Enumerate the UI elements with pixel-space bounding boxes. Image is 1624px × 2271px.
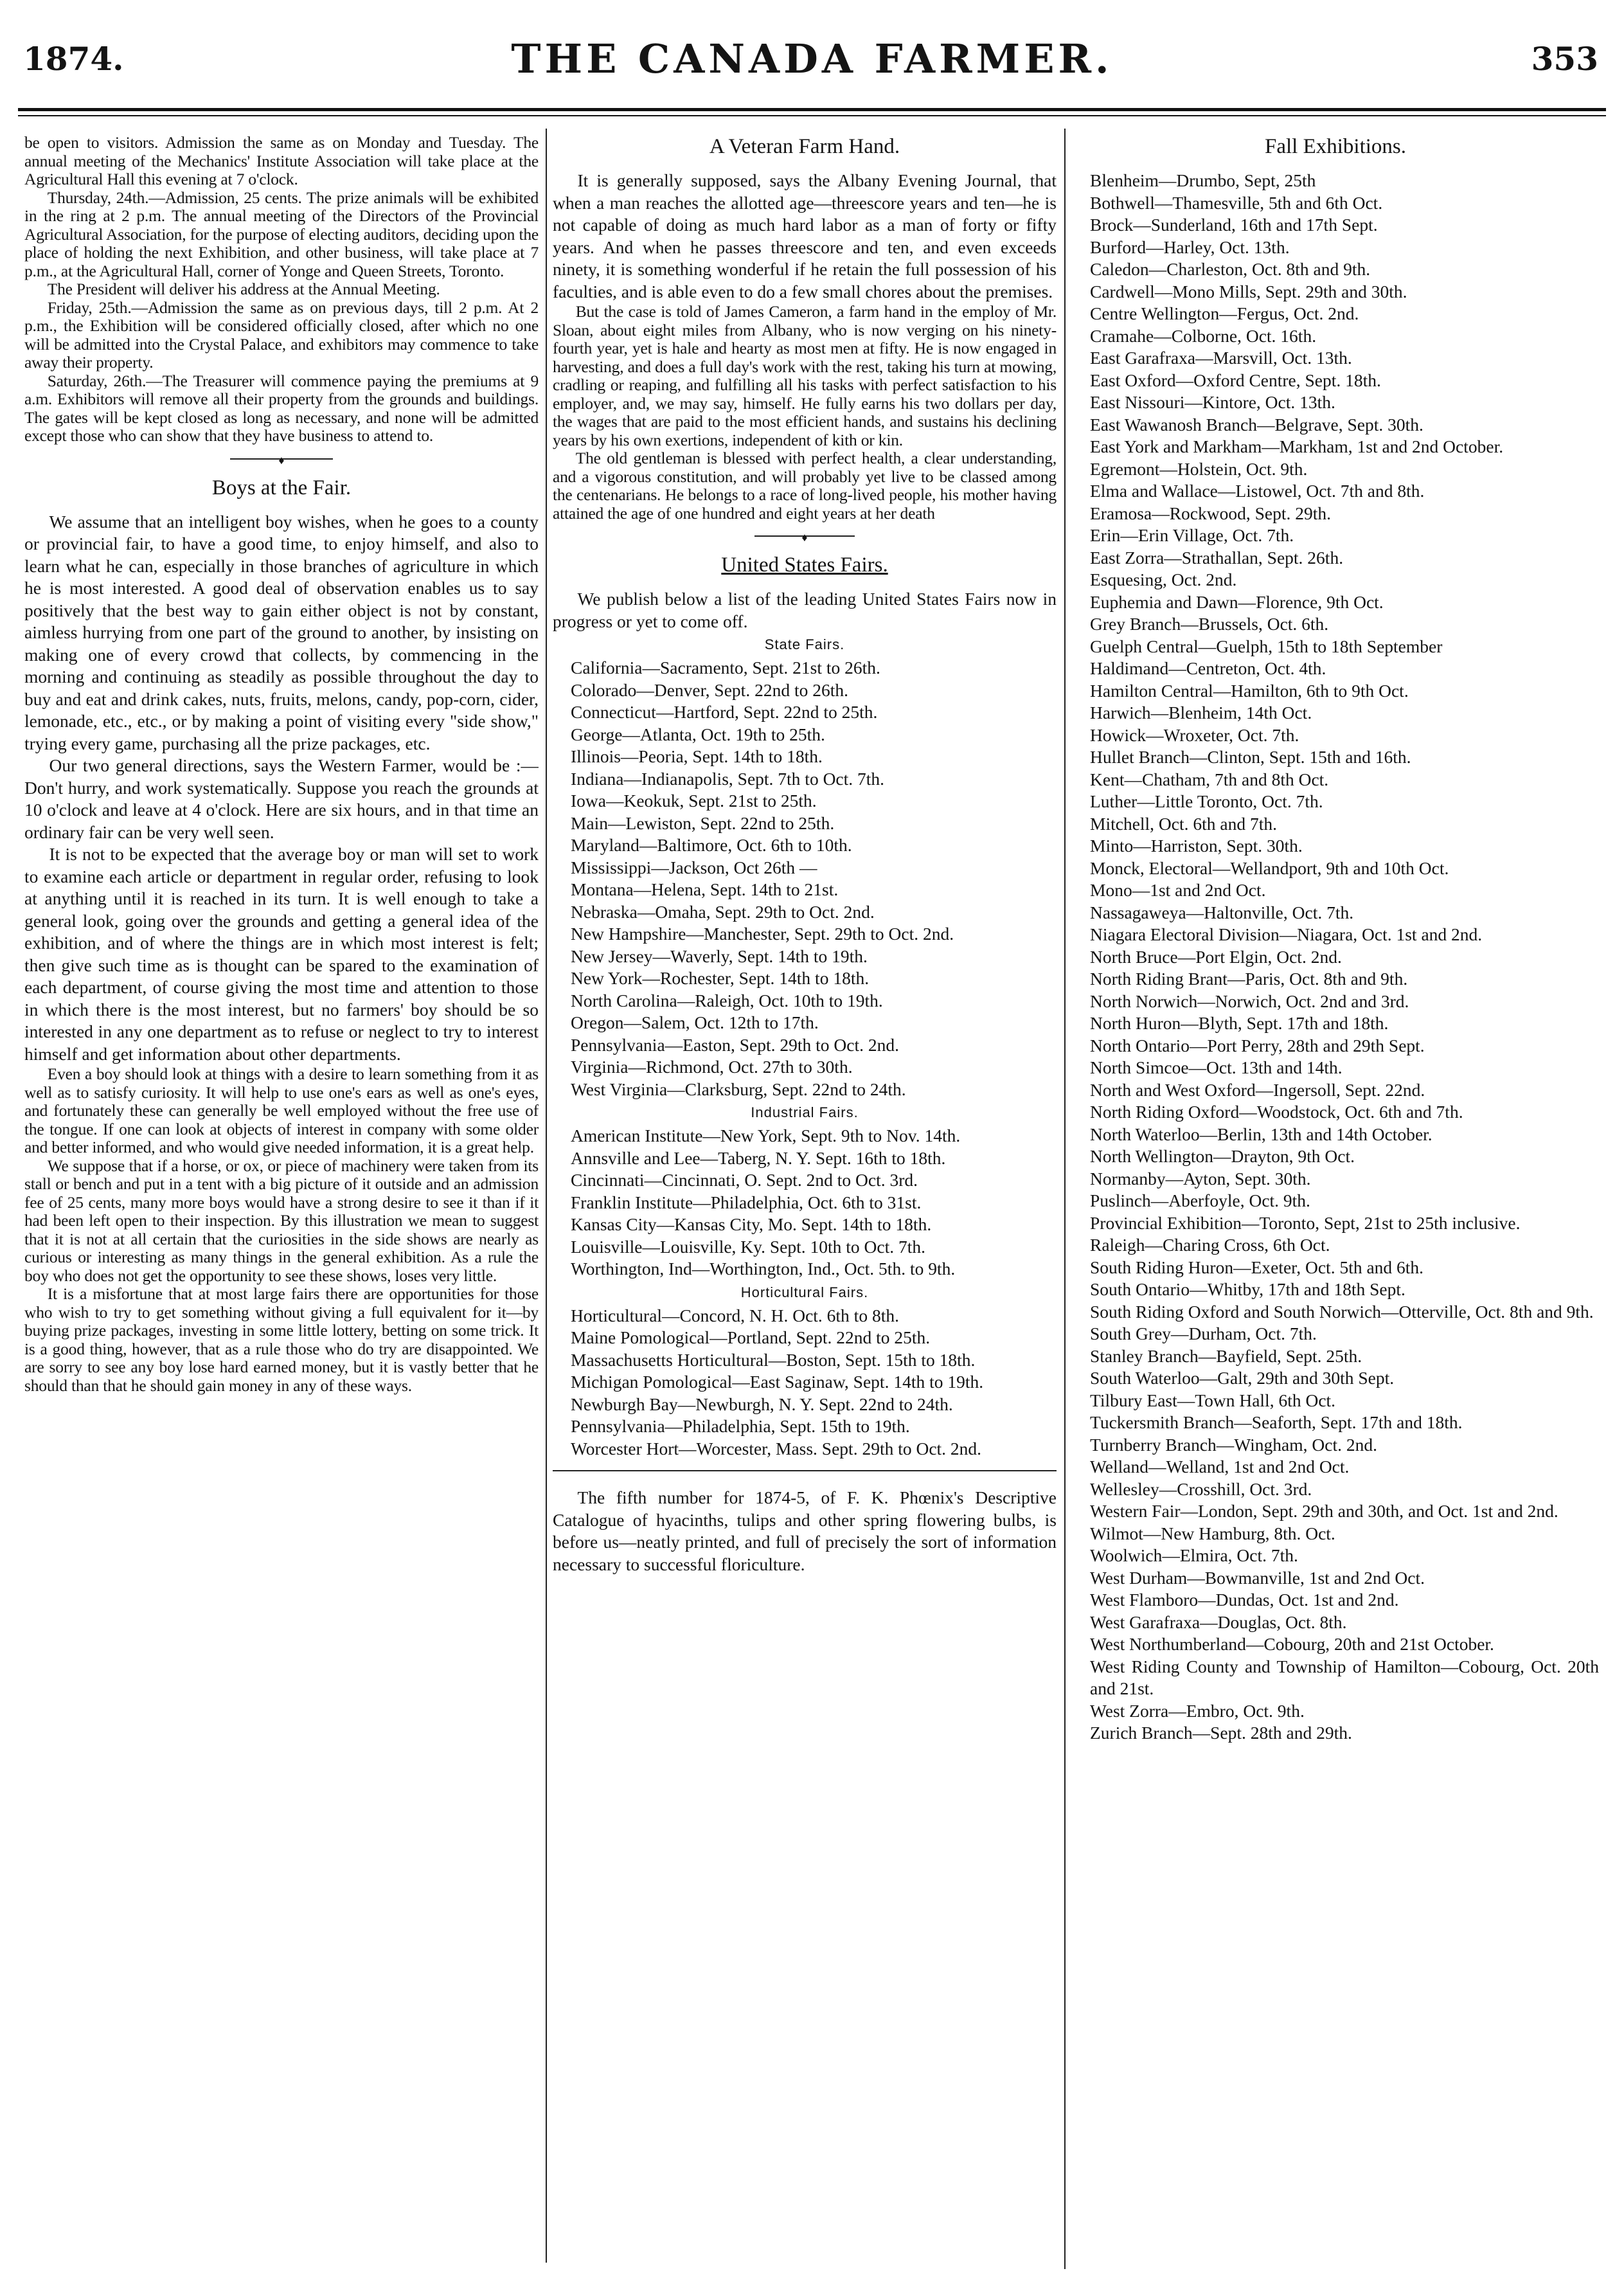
masthead — [0, 0, 1624, 116]
list-item: Worcester Hort—Worcester, Mass. Sept. 29th to Oct. 2nd. — [571, 1438, 982, 1459]
list-item: North Simcoe—Oct. 13th and 14th. — [1090, 1057, 1343, 1077]
list-item: Illinois—Peoria, Sept. 14th to 18th. — [571, 746, 823, 766]
list-item: Minto—Harriston, Sept. 30th. — [1090, 836, 1303, 856]
page-number: 353 — [1531, 40, 1598, 78]
list-item: North and West Oxford—Ingersoll, Sept. 22nd. — [1090, 1079, 1425, 1100]
list-item: Luther—Little Toronto, Oct. 7th. — [1090, 791, 1323, 811]
list-item: Wilmot—New Hamburg, 8th. Oct. — [1090, 1523, 1335, 1543]
list-item: South Riding Huron—Exeter, Oct. 5th and 6th. — [1090, 1257, 1424, 1277]
list-subheading: Horticultural Fairs. — [740, 1284, 869, 1300]
article-paragraph: But the case is told of James Cameron, a farm hand in the employ of Mr. Sloan, about eight miles from Albany, who is now verging on his ninety-fourth year, yet is hale and hearty as most men at fifty. He is now engaged in harvesting, and does a full day's work with the rest, taking his turn at mowing, cradling or reaping, and fulfilling all his tasks with perfect satisfaction to his employer, and, we may say, himself. He fully earns his two dollars per day, the wages that are paid to the most efficient hands, and sustains his declining years by his own exertions, independent of kith or kin. — [553, 302, 1057, 449]
list-item: Guelph Central—Guelph, 15th to 18th September — [1090, 636, 1443, 656]
list-item: Brock—Sunderland, 16th and 17th Sept. — [1090, 215, 1378, 235]
list-item: Mitchell, Oct. 6th and 7th. — [1090, 813, 1277, 834]
list-item: Centre Wellington—Fergus, Oct. 2nd. — [1090, 303, 1359, 323]
list-item: Burford—Harley, Oct. 13th. — [1090, 237, 1290, 257]
list-item: Zurich Branch—Sept. 28th and 29th. — [1090, 1723, 1352, 1743]
article-paragraph: The fifth number for 1874-5, of F. K. Phœnix's Descriptive Catalogue of hyacinths, tulips and other spring flowering bulbs, is before us—neatly printed, and full of precisely the sort of information necessary to successful floriculture. — [553, 1487, 1057, 1574]
list-item: Franklin Institute—Philadelphia, Oct. 6th to 31st. — [571, 1192, 922, 1212]
list-item: American Institute—New York, Sept. 9th to Nov. 14th. — [571, 1126, 961, 1145]
list-item: East Garafraxa—Marsvill, Oct. 13th. — [1090, 348, 1352, 368]
list-item: George—Atlanta, Oct. 19th to 25th. — [571, 724, 825, 744]
list-subheading: Industrial Fairs. — [751, 1104, 859, 1120]
list-item: North Riding Brant—Paris, Oct. 8th and 9th. — [1090, 969, 1408, 989]
section-divider — [553, 528, 1057, 544]
list-item: Colorado—Denver, Sept. 22nd to 26th. — [571, 679, 848, 700]
article-paragraph: The President will deliver his address at the Annual Meeting. — [47, 280, 440, 298]
boys-at-the-fair-article — [24, 511, 539, 1396]
list-subheading: State Fairs. — [764, 636, 845, 652]
list-item: Nebraska—Omaha, Sept. 29th to Oct. 2nd. — [571, 901, 875, 922]
column-separator — [1064, 129, 1066, 2269]
masthead-rule-thin — [18, 115, 1606, 116]
list-item: Elma and Wallace—Listowel, Oct. 7th and 8th. — [1090, 481, 1425, 501]
list-item: Hullet Branch—Clinton, Sept. 15th and 16th. — [1090, 747, 1411, 767]
list-item: Eramosa—Rockwood, Sept. 29th. — [1090, 503, 1332, 523]
list-item: West Zorra—Embro, Oct. 9th. — [1090, 1700, 1305, 1721]
list-item: Monck, Electoral—Wellandport, 9th and 10th Oct. — [1090, 857, 1449, 878]
list-item: Louisville—Louisville, Ky. Sept. 10th to Oct. 7th. — [571, 1236, 926, 1257]
list-item: Western Fair—London, Sept. 29th and 30th, and Oct. 1st and 2nd. — [1090, 1501, 1558, 1521]
list-item: West Virginia—Clarksburg, Sept. 22nd to 24th. — [571, 1079, 906, 1099]
list-item: Howick—Wroxeter, Oct. 7th. — [1090, 724, 1299, 745]
list-item: Bothwell—Thamesville, 5th and 6th Oct. — [1090, 192, 1383, 213]
list-item: Montana—Helena, Sept. 14th to 21st. — [571, 879, 839, 899]
list-item: Puslinch—Aberfoyle, Oct. 9th. — [1090, 1190, 1310, 1210]
article-paragraph: The old gentleman is blessed with perfect health, a clear understanding, and a vigorous constitution, and will probably yet live to be classed among the centenarians. He belongs to a race of long-lived people, his mother having attained the age of one hundred and eight years at her death — [553, 449, 1057, 523]
article-paragraph: It is a misfortune that at most large fairs there are opportunities for those who wish to try to get something without giving a full equivalent for it—by buying prize packages, investing in some little lottery, betting on some trick. It is a good thing, however, that as a rule those who do try are disappointed. We are sorry to see any boy lose hard earned money, but it is vastly better that he should than that he should gain money in any of these ways. — [24, 1284, 539, 1395]
list-item: Oregon—Salem, Oct. 12th to 17th. — [571, 1012, 819, 1032]
list-item: Horticultural—Concord, N. H. Oct. 6th to 8th. — [571, 1305, 899, 1325]
article-paragraph: Our two general directions, says the Western Farmer, would be :—Don't hurry, and work systematically. Suppose you reach the grounds at 10 o'clock and leave at 4 o'clock. Here are six hours, and in that time an ordinary fair can be very well seen. — [24, 755, 539, 842]
list-item: East Oxford—Oxford Centre, Sept. 18th. — [1090, 370, 1381, 390]
list-item: Normanby—Ayton, Sept. 30th. — [1090, 1168, 1311, 1189]
list-item: West Riding County and Township of Hamilton—Cobourg, Oct. 20th and 21st. — [1090, 1656, 1599, 1698]
list-item: Iowa—Keokuk, Sept. 21st to 25th. — [571, 791, 817, 811]
list-item: Main—Lewiston, Sept. 22nd to 25th. — [571, 812, 835, 833]
masthead-title: THE CANADA FARMER. — [511, 35, 1113, 82]
list-item: North Waterloo—Berlin, 13th and 14th October. — [1090, 1124, 1432, 1144]
list-item: Kent—Chatham, 7th and 8th Oct. — [1090, 769, 1329, 789]
section-divider — [553, 1464, 1057, 1478]
list-item: North Norwich—Norwich, Oct. 2nd and 3rd. — [1090, 991, 1409, 1011]
list-item: West Durham—Bowmanville, 1st and 2nd Oct. — [1090, 1567, 1425, 1588]
list-item: West Flamboro—Dundas, Oct. 1st and 2nd. — [1090, 1590, 1399, 1610]
article-title: Fall Exhibitions. — [1264, 135, 1406, 158]
masthead-rule-thick — [18, 108, 1606, 111]
list-item: Maryland—Baltimore, Oct. 6th to 10th. — [571, 835, 852, 855]
list-item: East Nissouri—Kintore, Oct. 13th. — [1090, 392, 1335, 412]
list-item: Egremont—Holstein, Oct. 9th. — [1090, 458, 1308, 479]
list-item: Pennsylvania—Philadelphia, Sept. 15th to 19th. — [571, 1416, 910, 1436]
list-item: Blenheim—Drumbo, Sept, 25th — [1090, 170, 1316, 190]
list-item: Cardwell—Mono Mills, Sept. 29th and 30th. — [1090, 281, 1407, 301]
list-item: South Ontario—Whitby, 17th and 18th Sept. — [1090, 1279, 1405, 1299]
list-item: Tuckersmith Branch—Seaforth, Sept. 17th and 18th. — [1090, 1412, 1463, 1432]
list-item: Harwich—Blenheim, 14th Oct. — [1090, 703, 1312, 723]
article-paragraph: Saturday, 26th.—The Treasurer will commence paying the premiums at 9 a.m. Exhibitors will remove all their property from the grounds and buildings. The gates will be kept closed as long as necessary, and none will be admitted except those who can show that they have business to attend to. — [24, 371, 539, 445]
list-item: Indiana—Indianapolis, Sept. 7th to Oct. 7th. — [571, 768, 885, 789]
horticultural-fairs-list — [553, 1305, 1057, 1460]
article-title: A Veteran Farm Hand. — [709, 135, 900, 158]
list-item: Erin—Erin Village, Oct. 7th. — [1090, 525, 1294, 545]
list-item: West Garafraxa—Douglas, Oct. 8th. — [1090, 1611, 1347, 1632]
list-item: North Ontario—Port Perry, 28th and 29th Sept. — [1090, 1035, 1425, 1055]
section-divider — [24, 451, 539, 467]
list-item: South Waterloo—Galt, 29th and 30th Sept. — [1090, 1368, 1395, 1388]
list-item: East York and Markham—Markham, 1st and 2nd October. — [1090, 436, 1504, 456]
article-paragraph: It is not to be expected that the average boy or man will set to work to examine each article or department in regular order, refusing to look at anything until it is reached in its turn. It is well enough to take a general look, going over the grounds and getting a general idea of the exhibition, and of where the things are in which most interest is felt; then give such time as is thought can be spared to the examination of each department, of course giving the most time and attention to those in which there is the most interest, but no farmers' boy should be so interested in any one department as to refuse or neglect to try to interest himself and get information about other departments. — [24, 844, 539, 1064]
list-item: New Jersey—Waverly, Sept. 14th to 19th. — [571, 946, 868, 966]
list-item: North Riding Oxford—Woodstock, Oct. 6th and 7th. — [1090, 1102, 1463, 1122]
article-paragraph: Even a boy should look at things with a desire to learn something from it as well as to satisfy curiosity. It will help to use one's ears as well as one's eyes, and fortunately these can generally be well employed without the free use of the tongue. If one can look at objects of interest in company with some older and better informed, and who would give needed information, it is a great help. — [24, 1064, 539, 1156]
article-paragraph: It is generally supposed, says the Albany Evening Journal, that when a man reaches the allotted age—threescore years and ten—he is not capable of doing as much hard labor as a man of forty or fifty years. And when he passes threescore and ten, and even exceeds ninety, it is something wonderful if he retain the full possession of his faculties, and is able even to do a few small chores about the premises. — [553, 170, 1057, 301]
list-item: Pennsylvania—Easton, Sept. 29th to Oct. 2nd. — [571, 1034, 899, 1055]
list-item: Kansas City—Kansas City, Mo. Sept. 14th to 18th. — [571, 1214, 932, 1234]
list-item: Massachusetts Horticultural—Boston, Sept. 15th to 18th. — [571, 1349, 976, 1370]
catalogue-notice — [553, 1487, 1057, 1575]
list-item: East Wawanosh Branch—Belgrave, Sept. 30th. — [1090, 414, 1423, 435]
list-item: Haldimand—Centreton, Oct. 4th. — [1090, 658, 1326, 678]
column-separator — [546, 129, 547, 2263]
column-left — [24, 134, 539, 2255]
list-item: Niagara Electoral Division—Niagara, Oct. 1st and 2nd. — [1090, 924, 1483, 944]
list-item: Annsville and Lee—Taberg, N. Y. Sept. 16th to 18th. — [571, 1147, 946, 1168]
article-paragraph: be open to visitors. Admission the same as on Monday and Tuesday. The annual meeting of the Mechanics' Institute Association will take place at the Agricultural Hall this evening at 7 o'clock. — [24, 134, 539, 188]
article-paragraph: Thursday, 24th.—Admission, 25 cents. The prize animals will be exhibited in the ring at 2 p.m. The annual meeting of the Directors of the Provincial Agricultural Association, for the purpose of electing auditors, deciding upon the place of holding the next Exhibition, and other business, will take place at 7 p.m., at the Agricultural Hall, corner of Yonge and Queen Streets, Toronto. — [24, 188, 539, 280]
list-item: Turnberry Branch—Wingham, Oct. 2nd. — [1090, 1434, 1377, 1455]
list-item: Raleigh—Charing Cross, 6th Oct. — [1090, 1235, 1330, 1255]
list-item: California—Sacramento, Sept. 21st to 26th. — [571, 658, 880, 678]
list-item: East Zorra—Strathallan, Sept. 26th. — [1090, 547, 1344, 568]
list-item: South Riding Oxford and South Norwich—Otterville, Oct. 8th and 9th. — [1090, 1301, 1594, 1322]
list-item: Woolwich—Elmira, Oct. 7th. — [1090, 1545, 1298, 1565]
list-item: Wellesley—Crosshill, Oct. 3rd. — [1090, 1478, 1312, 1499]
list-item: West Northumberland—Cobourg, 20th and 21st October. — [1090, 1634, 1494, 1654]
list-item: Worthington, Ind—Worthington, Ind., Oct. 5th. to 9th. — [571, 1259, 956, 1279]
list-item: Tilbury East—Town Hall, 6th Oct. — [1090, 1390, 1336, 1410]
list-item: Nassagaweya—Haltonville, Oct. 7th. — [1090, 902, 1354, 922]
list-item: Michigan Pomological—East Saginaw, Sept. 14th to 19th. — [571, 1372, 984, 1392]
list-item: Hamilton Central—Hamilton, 6th to 9th Oct. — [1090, 680, 1409, 701]
list-item: New York—Rochester, Sept. 14th to 18th. — [571, 968, 870, 988]
article-paragraph: We suppose that if a horse, or ox, or piece of machinery were taken from its stall or bench and put in a tent with a big picture of it outside and an admission fee of 25 cents, many more boys would have a strong desire to see it than if it had been left open to their inspection. By this illustration we mean to suggest that it is not at all certain that the curiosities in the side shows are nearly as curious or interesting as many things in the general exhibition. As a rule the boy who does not get the opportunity to see these shows, loses very little. — [24, 1156, 539, 1285]
list-item: Newburgh Bay—Newburgh, N. Y. Sept. 22nd to 24th. — [571, 1394, 953, 1414]
exhibition-schedule-article — [24, 134, 539, 445]
list-item: Virginia—Richmond, Oct. 27th to 30th. — [571, 1057, 853, 1077]
list-item: Grey Branch—Brussels, Oct. 6th. — [1090, 614, 1329, 634]
list-item: North Carolina—Raleigh, Oct. 10th to 19th. — [571, 990, 883, 1010]
article-paragraph: We publish below a list of the leading United States Fairs now in progress or yet to come off. — [553, 589, 1057, 631]
list-item: Euphemia and Dawn—Florence, 9th Oct. — [1090, 591, 1384, 612]
list-item: Welland—Welland, 1st and 2nd Oct. — [1090, 1457, 1350, 1477]
veteran-farm-hand-article — [553, 170, 1057, 523]
list-item: Provincial Exhibition—Toronto, Sept, 21st to 25th inclusive. — [1090, 1212, 1521, 1233]
list-item: Mono—1st and 2nd Oct. — [1090, 880, 1266, 900]
list-item: North Wellington—Drayton, 9th Oct. — [1090, 1146, 1355, 1166]
list-item: Esquesing, Oct. 2nd. — [1090, 570, 1237, 589]
masthead-year: 1874. — [23, 40, 124, 78]
article-paragraph: We assume that an intelligent boy wishes, when he goes to a county or provincial fair, to have a good time, to enjoy himself, and also to learn what he can, especially in those branches of agriculture in which he is most interested. A good deal of observation enables us to say positively that the best way to gain either object is not by constant, aimless hurrying from one part of the ground to another, by insisting on making one of every crowd that collects, by commencing in the morning and continuing as steadily as possible throughout the day to buy and eat and drink cakes, nuts, fruits, melons, candy, pop-corn, cider, lemonade, etc., etc., or by making a point of visiting every "side show," trying every game, purchasing all the prize packages, etc. — [24, 511, 539, 753]
column-right — [1072, 134, 1599, 2255]
article-title: United States Fairs. — [721, 553, 888, 577]
list-item: North Bruce—Port Elgin, Oct. 2nd. — [1090, 946, 1342, 967]
list-item: Caledon—Charleston, Oct. 8th and 9th. — [1090, 259, 1371, 279]
list-item: Mississippi—Jackson, Oct 26th — — [571, 857, 817, 877]
article-title: Boys at the Fair. — [211, 476, 352, 499]
list-item: Stanley Branch—Bayfield, Sept. 25th. — [1090, 1345, 1362, 1366]
list-item: South Grey—Durham, Oct. 7th. — [1090, 1324, 1317, 1343]
list-item: Connecticut—Hartford, Sept. 22nd to 25th. — [571, 702, 878, 722]
column-middle — [553, 134, 1057, 2255]
list-item: North Huron—Blyth, Sept. 17th and 18th. — [1090, 1013, 1389, 1033]
list-item: Maine Pomological—Portland, Sept. 22nd to 25th. — [571, 1327, 931, 1347]
industrial-fairs-list — [553, 1125, 1057, 1280]
article-paragraph: Friday, 25th.—Admission the same as on previous days, till 2 p.m. At 2 p.m., the Exhibition will be considered officially closed, after which no one will be admitted into the Crystal Palace, and exhibitors may commence to take away their property. — [24, 298, 539, 372]
fall-exhibitions-list — [1072, 170, 1599, 1745]
list-item: Cramahe—Colborne, Oct. 16th. — [1090, 325, 1317, 346]
list-item: Cincinnati—Cincinnati, O. Sept. 2nd to Oct. 3rd. — [571, 1170, 918, 1190]
state-fairs-list — [553, 657, 1057, 1100]
list-item: New Hampshire—Manchester, Sept. 29th to Oct. 2nd. — [571, 924, 954, 944]
